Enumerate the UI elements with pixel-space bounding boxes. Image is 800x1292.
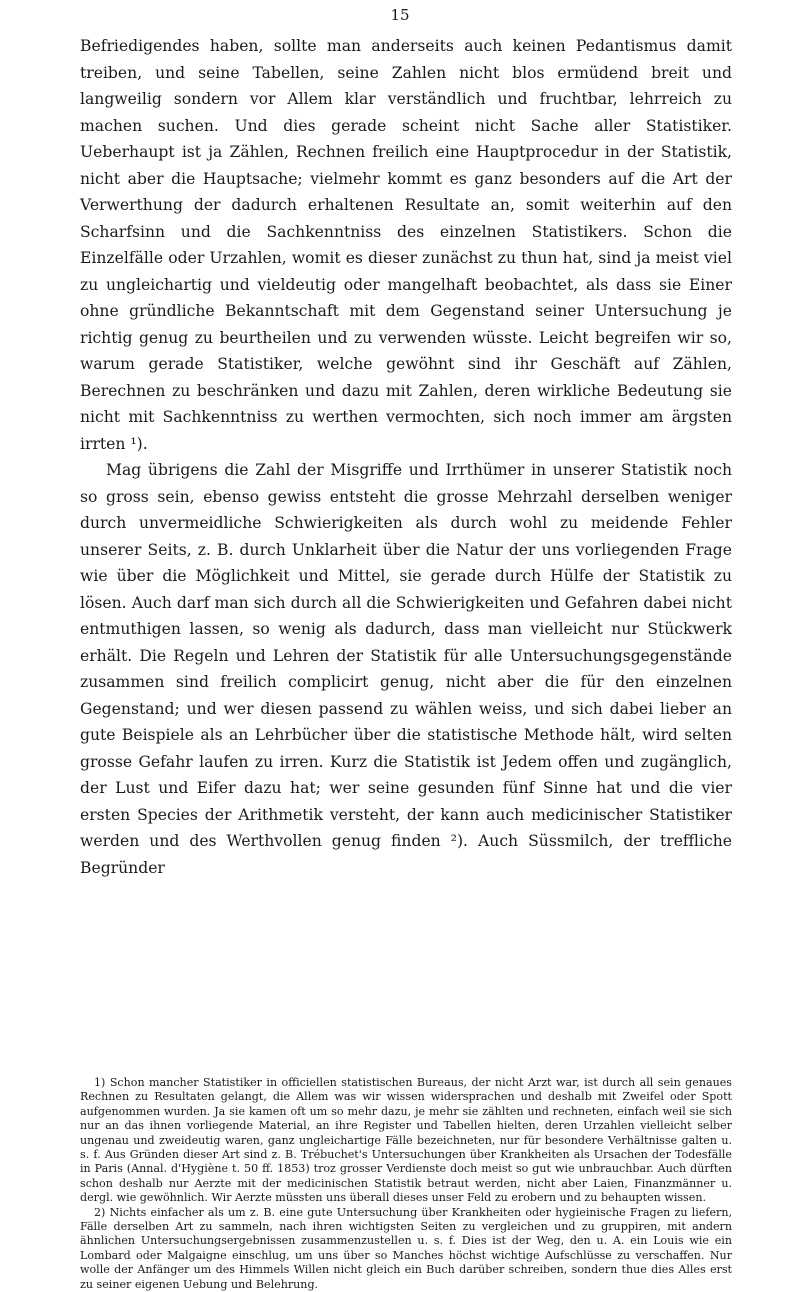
footnotes: [80, 1076, 732, 1292]
footnote: 1) Schon mancher Statistiker in officiellen statistischen Bureaus, der nicht Arzt war, ist durch all sein genaues Rechnen zu Resultaten gelangt, die Allem was wir wissen widersprachen und deshalb mit Zweifel oder Spott aufgenommen wurden. Ja sie kamen oft um so mehr dazu, je mehr sie zählten und rechneten, einfach weil sie sich nur an das ihnen vorliegende Material, an ihre Register und Tabellen hielten, deren Urzahlen vielleicht selber ungenau und zweideutig waren, ganz ungleichartige Fälle bezeichneten, nur für besondere Verhältnisse galten u. s. f. Aus Gründen dieser Art sind z. B. Trébuchet's Untersuchungen über Krankheiten als Ursachen der Todesfälle in Paris (Annal. d'Hygiène t. 50 ff. 1853) troz grosser Verdienste doch meist so gut wie unbrauchbar. Auch dürften schon deshalb nur Aerzte mit der medicinischen Statistik betraut werden, nicht aber Laien, Finanzmänner u. dergl. wie gewöhnlich. Wir Aerzte müssten uns überall dieses unser Feld zu erobern und zu behaupten wissen.: [80, 1076, 732, 1205]
footnote: 2) Nichts einfacher als um z. B. eine gute Untersuchung über Krankheiten oder hygieinische Fragen zu liefern, Fälle derselben Art zu sammeln, nach ihren wichtigsten Seiten zu vergleichen und zu gruppiren, mit andern ähnlichen Untersuchungsergebnissen zusammenzustellen u. s. f. Dies ist der Weg, den u. A. ein Louis wie ein Lombard oder Malgaigne einschlug, um uns über so Manches höchst wichtige Aufschlüsse zu verschaffen. Nur wolle der Anfänger um des Himmels Willen nicht gleich ein Buch darüber schreiben, sondern thue dies Alles erst zu seiner eigenen Uebung und Belehrung.: [80, 1205, 732, 1291]
paragraph: Mag übrigens die Zahl der Misgriffe und Irrthümer in unserer Statistik noch so gross sein, ebenso gewiss entsteht die grosse Mehrzahl derselben weniger durch unvermeidliche Schwierigkeiten als durch wohl zu meidende Fehler unserer Seits, z. B. durch Unklarheit über die Natur der uns vorliegenden Frage wie über die Möglichkeit und Mittel, sie gerade durch Hülfe der Statistik zu lösen. Auch darf man sich durch all die Schwierigkeiten und Gefahren dabei nicht entmuthigen lassen, so wenig als dadurch, dass man vielleicht nur Stückwerk erhält. Die Regeln und Lehren der Statistik für alle Untersuchungsgegenstände zusammen sind freilich complicirt genug, nicht aber die für den einzelnen Gegenstand; und wer diesen passend zu wählen weiss, und sich dabei lieber an gute Beispiele als an Lehrbücher über die statistische Methode hält, wird selten grosse Gefahr laufen zu irren. Kurz die Statistik ist Jedem offen und zugänglich, der Lust und Eifer dazu hat; wer seine gesunden fünf Sinne hat und die vier ersten Species der Arithmetik versteht, der kann auch medicinischer Statistiker werden und des Werthvollen genug finden ²). Auch Süssmilch, der treffliche Begründer: [80, 461, 732, 877]
body-text: [80, 33, 732, 881]
page-number: 15: [390, 6, 410, 24]
paragraph: Befriedigendes haben, sollte man anderseits auch keinen Pedantismus damit treiben, und seine Tabellen, seine Zahlen nicht blos ermüdend breit und langweilig sondern vor Allem klar verständlich und fruchtbar, lehrreich zu machen suchen. Und dies gerade scheint nicht Sache aller Statistiker. Ueberhaupt ist ja Zählen, Rechnen freilich eine Hauptprocedur in der Statistik, nicht aber die Hauptsache; vielmehr kommt es ganz besonders auf die Art der Verwerthung der dadurch erhaltenen Resultate an, somit weiterhin auf den Scharfsinn und die Sachkenntniss des einzelnen Statistikers. Schon die Einzelfälle oder Urzahlen, womit es dieser zunächst zu thun hat, sind ja meist viel zu ungleichartig und vieldeutig oder mangelhaft beobachtet, als dass sie Einer ohne gründliche Bekanntschaft mit dem Gegenstand seiner Untersuchung je richtig genug zu beurtheilen und zu verwenden wüsste. Leicht begreifen wir so, warum gerade Statistiker, welche gewöhnt sind ihr Geschäft auf Zählen, Berechnen zu beschränken und dazu mit Zahlen, deren wirkliche Bedeutung sie nicht mit Sachkenntniss zu werthen vermochten, sich noch immer am ärgsten irrten ¹).: [80, 37, 732, 453]
